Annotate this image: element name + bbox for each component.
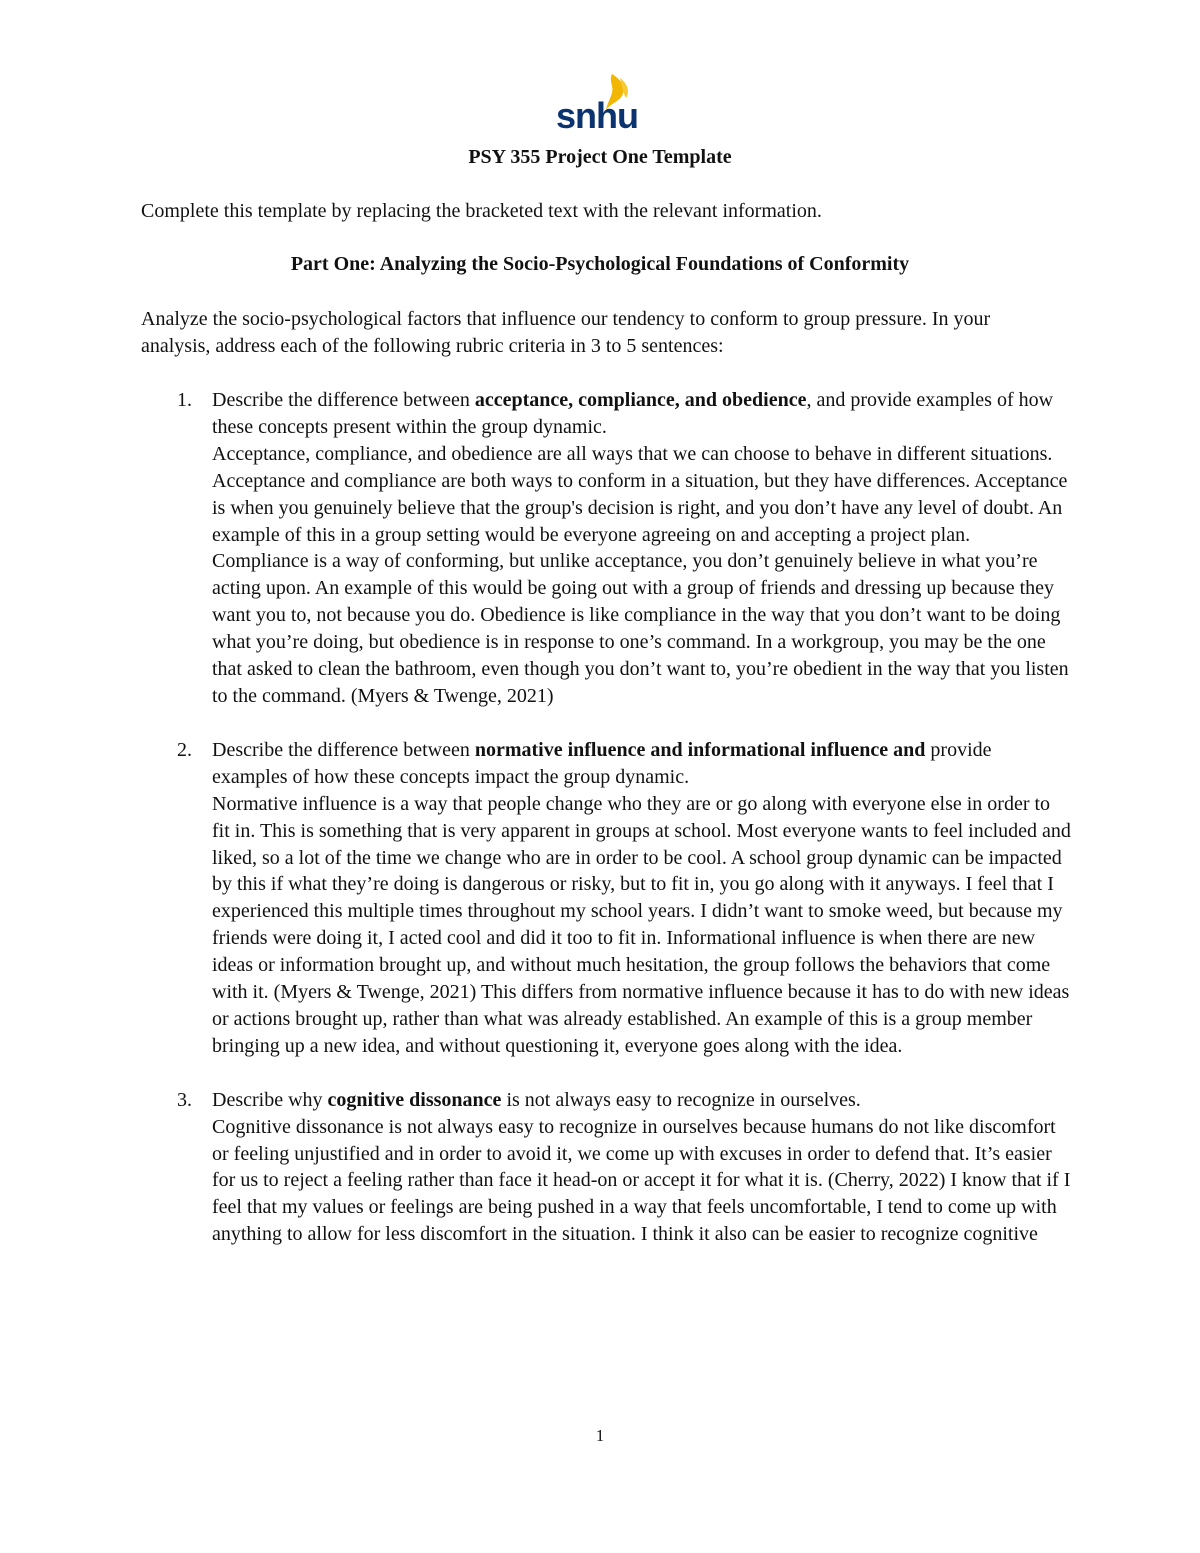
question-prompt <box>212 387 1071 441</box>
question-answer: Cognitive dissonance is not always easy to recognize in ourselves because humans do not like discomfort or feeling unjustified and in order to avoid it, we come up with excuses in order to defend that. It’s easier for us to reject a feeling rather than face it head-on or accept it for what it is. (Cherry, 2022) I know that if I feel that my values or feelings are being pushed in a way that feels uncomfortable, I tend to come up with anything to allow for less discomfort in the situation. I think it also can be easier to recognize cognitive <box>212 1115 1071 1246</box>
flame-leaf-icon <box>556 72 640 132</box>
prompt-key-term: normative influence and informational influence and <box>474 738 926 761</box>
prompt-key-term: cognitive dissonance <box>327 1088 502 1111</box>
question-number: 1. <box>177 389 192 411</box>
question-item-2 <box>141 737 1071 1060</box>
question-prompt <box>212 1087 1071 1114</box>
page-number: 1 <box>595 1426 605 1445</box>
prompt-text: Describe the difference between <box>212 738 475 761</box>
intro-paragraph <box>141 306 1061 359</box>
prompt-text: is not always easy to recognize in ourselves. <box>501 1088 861 1111</box>
question-prompt <box>212 737 1071 791</box>
question-answer: Normative influence is a way that people change who they are or go along with everyone else in order to fit in. This is something that is very apparent in groups at school. Most everyone wants to feel included and liked, so a lot of the time we change who are in order to be cool. A school group dynamic can be impacted by this if what they’re doing is dangerous or risky, but to fit in, you go along with it anyways. I feel that I experienced this multiple times throughout my school years. I didn’t want to smoke weed, but because my friends were doing it, I acted cool and did it too to fit in. Informational influence is when there are new ideas or information brought up, and without much hesitation, the group follows the behaviors that come with it. (Myers & Twenge, 2021) This differs from normative influence because it has to do with new ideas or actions brought up, rather than what was already established. An example of this is a group member bringing up a new idea, and without questioning it, everyone goes along with the idea. <box>212 792 1071 1057</box>
question-answer: Acceptance, compliance, and obedience are all ways that we can choose to behave in different situations. Acceptance and compliance are both ways to conform in a situation, but they have differences. Acceptance is when you genuinely believe that the group's decision is right, and you don’t have any level of doubt. An example of this in a group setting would be everyone agreeing on and accepting a project plan. Compliance is a way of conforming, but unlike acceptance, you don’t genuinely believe in what you’re acting upon. An example of this would be going out with a group of friends and dressing up because they want you to, not because you do. Obedience is like compliance in the way that you don’t want to be doing what you’re doing, but obedience is in response to one’s command. In a workgroup, you may be the one that asked to clean the bathroom, even though you don’t want to, you’re obedient in the way that you listen to the command. (Myers & Twenge, 2021) <box>212 442 1069 707</box>
snhu-logo <box>556 72 640 132</box>
prompt-text: provide examples of how these concepts impact the group dynamic. <box>212 738 992 788</box>
question-item-1 <box>141 387 1071 710</box>
prompt-key-term: acceptance, compliance, and obedience <box>474 389 807 411</box>
question-number: 2. <box>177 738 192 761</box>
prompt-text: Describe why <box>212 1088 328 1111</box>
prompt-text: , and provide examples of how these concepts present within the group dynamic. <box>212 389 1054 438</box>
question-number: 3. <box>177 1088 192 1111</box>
intro-text: Analyze the socio-psychological factors that influence our tendency to conform to group pressure. In your analysis, address each of the following rubric criteria in 3 to 5 sentences: <box>141 308 991 357</box>
svg-text:snhu: snhu <box>556 95 638 132</box>
question-item-3 <box>141 1087 1071 1248</box>
prompt-text: Describe the difference between <box>212 389 475 411</box>
part-heading: Part One: Analyzing the Socio-Psychological Foundations of Conformity <box>290 253 910 275</box>
rubric-question-list <box>141 387 1071 1275</box>
instructions-text: Complete this template by replacing the bracketed text with the relevant information. <box>141 200 822 222</box>
document-title: PSY 355 Project One Template <box>468 146 732 168</box>
